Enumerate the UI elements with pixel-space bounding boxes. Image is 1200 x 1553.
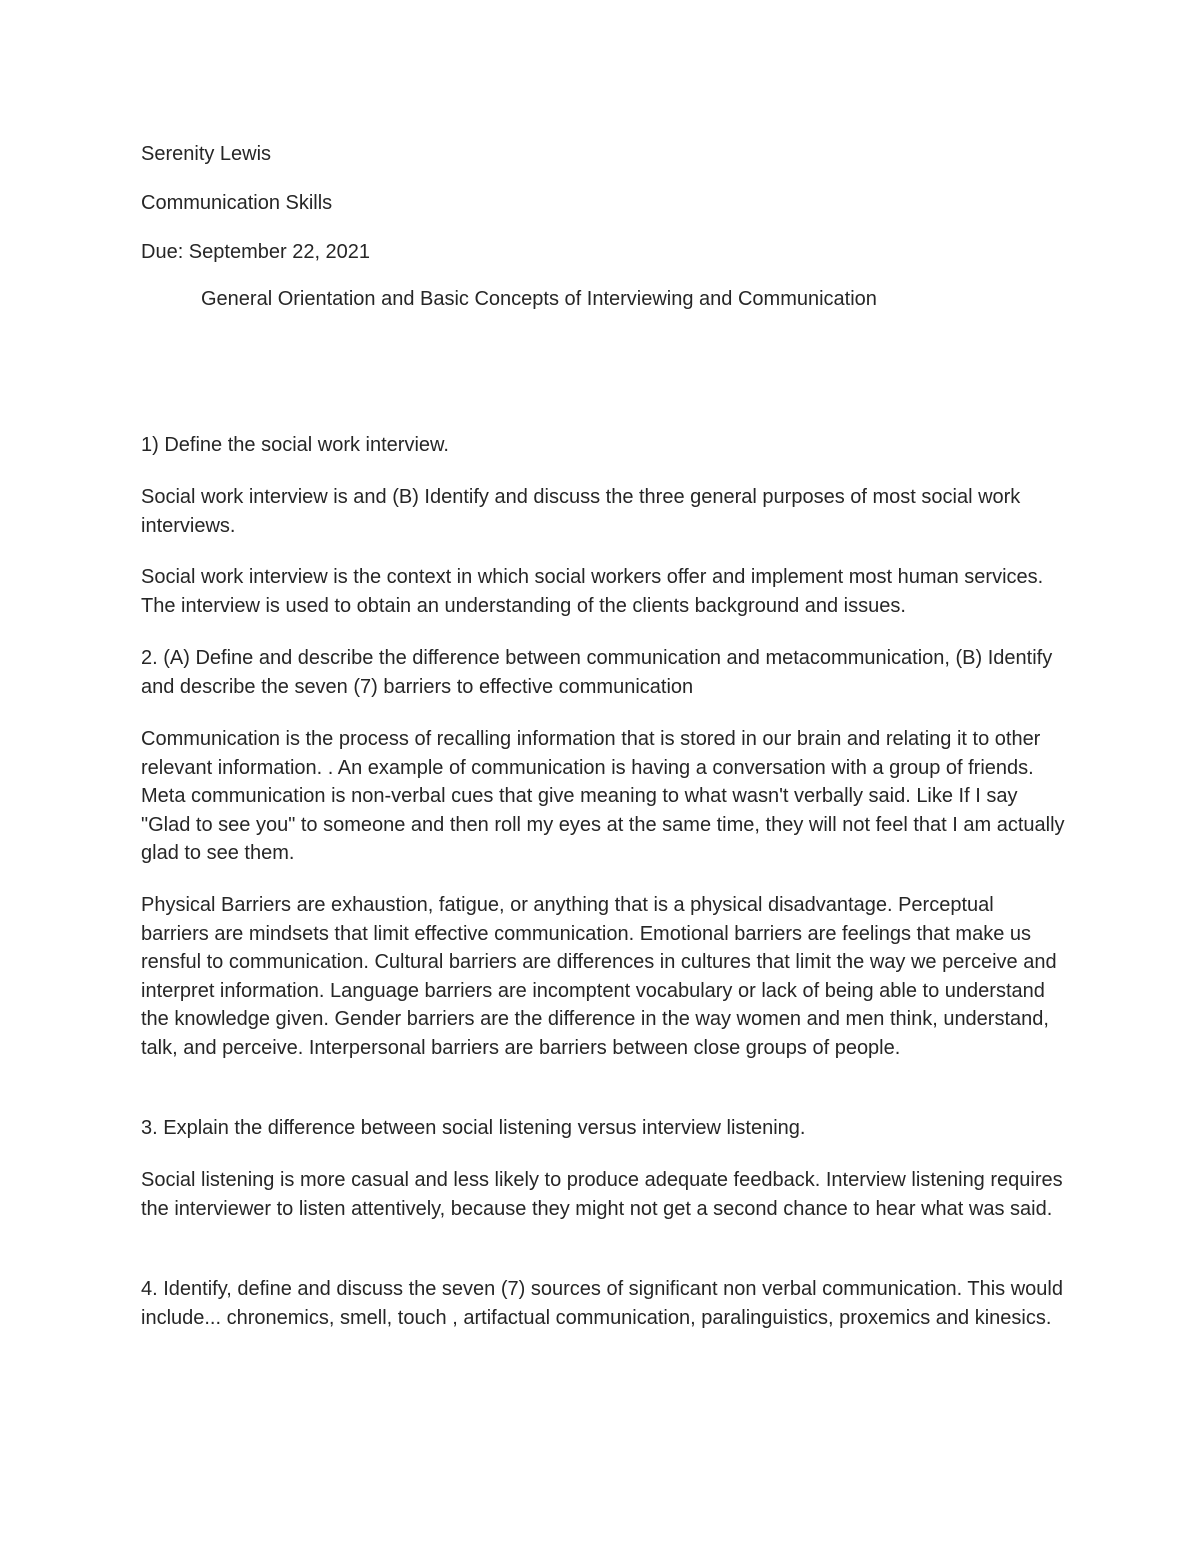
question-4: 4. Identify, define and discuss the seven (7) sources of significant non verbal communication. This would include... chronemics, smell, touch , artifactual communication, paralinguistics, proxemics and kinesics. <box>141 1278 1063 1329</box>
document-title: General Orientation and Basic Concepts of Interviewing and Communication <box>201 288 877 310</box>
answer-1: Social work interview is the context in which social workers offer and implement most human services. The interview is used to obtain an understanding of the clients background and issues. <box>141 566 1044 617</box>
due-date: Due: September 22, 2021 <box>141 241 371 263</box>
question-1: 1) Define the social work interview. <box>141 434 449 456</box>
question-3: 3. Explain the difference between social listening versus interview listening. <box>141 1117 806 1139</box>
answer-3: Social listening is more casual and less likely to produce adequate feedback. Interview listening requires the interviewer to listen attentively, because they might not get a second chance to hear what was said. <box>141 1169 1063 1220</box>
question-2: 2. (A) Define and describe the difference between communication and metacommunication, (B) Identify and describe the seven (7) barriers to effective communication <box>141 647 1053 698</box>
answer-2-barriers: Physical Barriers are exhaustion, fatigue, or anything that is a physical disadvantage. Perceptual barriers are mindsets that limit effective communication. Emotional barriers are feelings that make us rensful to communication. Cultural barriers are differences in cultures that limit the way we perceive and interpret information. Language barriers are incomptent vocabulary or lack of being able to understand the knowledge given. Gender barriers are the difference in the way women and men think, understand, talk, and perceive. Interpersonal barriers are barriers between close groups of people. <box>141 894 1057 1059</box>
answer-2-communication: Communication is the process of recalling information that is stored in our brain and relating it to other relevant information. . An example of communication is having a conversation with a group of friends. Meta communication is non-verbal cues that give meaning to what wasn't verbally said. Like If I say "Glad to see you" to someone and then roll my eyes at the same time, they will not feel that I am actually glad to see them. <box>141 728 1065 864</box>
question-1b: Social work interview is and (B) Identify and discuss the three general purposes of most social work interviews. <box>141 486 1021 537</box>
course-name: Communication Skills <box>141 192 333 214</box>
author-name: Serenity Lewis <box>141 143 272 165</box>
